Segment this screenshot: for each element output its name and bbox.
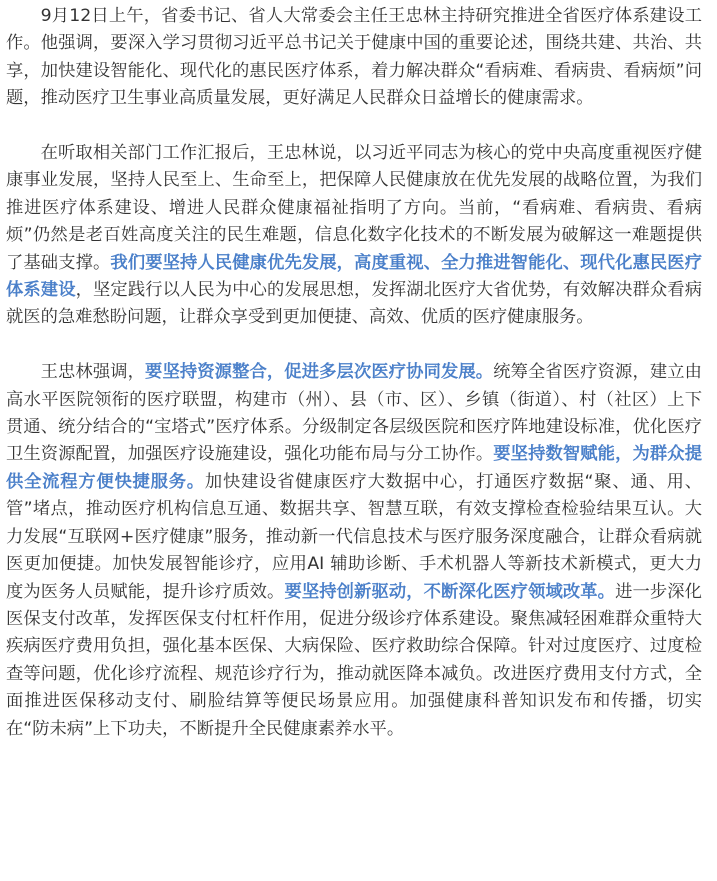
paragraph-1 — [6, 3, 702, 113]
paragraph-text: 王忠林强调， — [40, 362, 146, 383]
highlighted-key-point: 要坚持资源整合，促进多层次医疗协同发展。 — [145, 362, 494, 383]
paragraph-text: 统筹全省医疗资源，建立由高水平医院领衔的医疗联盟，构建市（州）、县（市、区）、乡镇（街道）、村（社区）上下贯通、统分结合的“宝塔式”医疗体系。分级制定各层级医院和医疗阵地建设标准，优化医疗卫生资源配置，加强医疗设施建设，强化功能布局与分工协作。 — [6, 362, 702, 465]
paragraph-text: ，坚定践行以人民为中心的发展思想，发挥湖北医疗大省优势，有效解决群众看病就医的急难愁盼问题，让群众享受到更加便捷、高效、优质的医疗健康服务。 — [6, 280, 702, 328]
article-body — [6, 3, 702, 743]
highlighted-key-point: 我们要坚持人民健康优先发展，高度重视、全力推进智能化、现代化惠民医疗体系建设 — [6, 252, 702, 301]
highlighted-key-point: 要坚持创新驱动，不断深化医疗领域改革。 — [284, 581, 616, 602]
highlighted-key-point: 要坚持数智赋能，为群众提供全流程方便快捷服务。 — [6, 444, 702, 492]
paragraph-text: 9月12日上午，省委书记、省人大常委会主任王忠林主持研究推进全省医疗体系建设工作。他强调，要深入学习贯彻习近平总书记关于健康中国的重要论述，围绕共建、共治、共享，加快建设智能化、现代化的惠民医疗体系，着力解决群众“看病难、看病贵、看病烦”问题，推动医疗卫生事业高质量发展，更好满足人民群众日益增长的健康需求。 — [6, 6, 702, 109]
paragraph-3 — [6, 359, 702, 743]
paragraph-text: 进一步深化医保支付改革，发挥医保支付杠杆作用，促进分级诊疗体系建设。聚焦减轻困难群众重特大疾病医疗费用负担，强化基本医保、大病保险、医疗救助综合保障。针对过度医疗、过度检查等问题，优化诊疗流程、规范诊疗行为，推动就医降本减负。改进医疗费用支付方式，全面推进医保移动支付、刷脸结算等便民场景应用。加强健康科普知识发布和传播，切实在“防未病”上下功夫，不断提升全民健康素养水平。 — [6, 581, 702, 739]
paragraph-text: 加快建设省健康医疗大数据中心，打通医疗数据“聚、通、用、管”堵点，推动医疗机构信息互通、数据共享、智慧互联，有效支撑检查检验结果互认。大力发展“互联网+医疗健康”服务，推动新一代信息技术与医疗服务深度融合，让群众看病就医更加便捷。加快发展智能诊疗，应用AI 辅助诊断、手术机器人等新技术新模式，更大力度为医务人员赋能，提升诊疗质效。 — [6, 471, 702, 602]
paragraph-2 — [6, 140, 702, 332]
paragraph-text: 在听取相关部门工作汇报后，王忠林说，以习近平同志为核心的党中央高度重视医疗健康事业发展，坚持人民至上、生命至上，把保障人民健康放在优先发展的战略位置，为我们推进医疗体系建设、增进人民群众健康福祉指明了方向。当前，“看病难、看病贵、看病烦”仍然是老百姓高度关注的民生难题，信息化数字化技术的不断发展为破解这一难题提供了基础支撑。 — [6, 143, 702, 273]
